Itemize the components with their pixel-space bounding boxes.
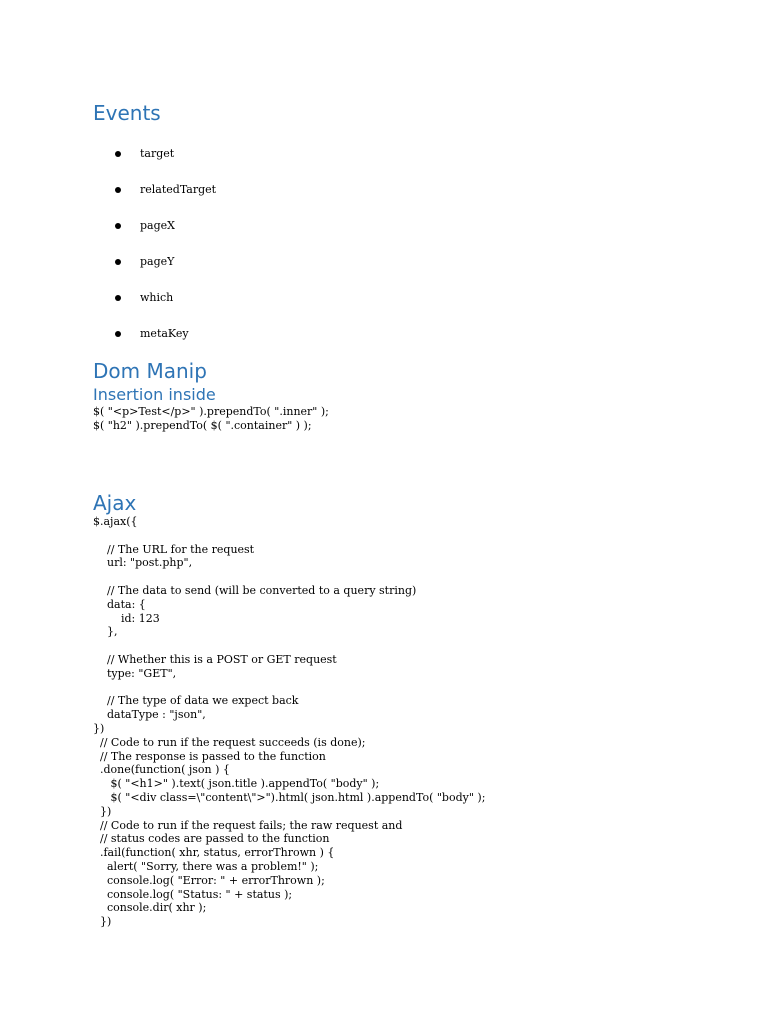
ajax-code-block: $.ajax({ // The URL for the request url: "post.php", // The data to send (will be converted to a query string) data: { id: 123 }, // Whether this is a POST or GET request type: "GET", // The type of data we expect back dataType : "json", }) // Code to run if the request succeeds (is done); // The response is passed to the function .done(function( json ) { $( "<h1>" ).text( json.title ).appendTo( "body" ); $( "<div class=\"content\">").html( json.html ).appendTo( "body" ); }) // Code to run if the request fails; the raw request and // status codes are passed to the function .fail(function( xhr, status, errorThrown ) { alert( "Sorry, there was a problem!" ); console.log( "Error: " + errorThrown ); console.log( "Status: " + status ); console.dir( xhr ); }) bbox=[93, 515, 486, 929]
bullet-icon bbox=[115, 223, 121, 229]
list-item-label: target bbox=[140, 147, 175, 160]
list-item-label: relatedTarget bbox=[140, 183, 217, 196]
bullet-icon bbox=[115, 331, 121, 337]
events-heading: Events bbox=[93, 101, 161, 125]
list-item-label: pageX bbox=[140, 219, 175, 232]
list-item-label: pageY bbox=[140, 255, 175, 268]
list-item-label: metaKey bbox=[140, 327, 189, 340]
dom-manip-code-block: $( "<p>Test</p>" ).prependTo( ".inner" ); $( "h2" ).prependTo( $( ".container" ) ); bbox=[93, 405, 329, 432]
bullet-icon bbox=[115, 151, 121, 157]
bullet-icon bbox=[115, 187, 121, 193]
list-item-label: which bbox=[140, 291, 174, 304]
bullet-icon bbox=[115, 295, 121, 301]
insertion-inside-subheading: Insertion inside bbox=[93, 385, 216, 404]
ajax-heading: Ajax bbox=[93, 491, 137, 515]
bullet-icon bbox=[115, 259, 121, 265]
dom-manip-heading: Dom Manip bbox=[93, 359, 207, 383]
